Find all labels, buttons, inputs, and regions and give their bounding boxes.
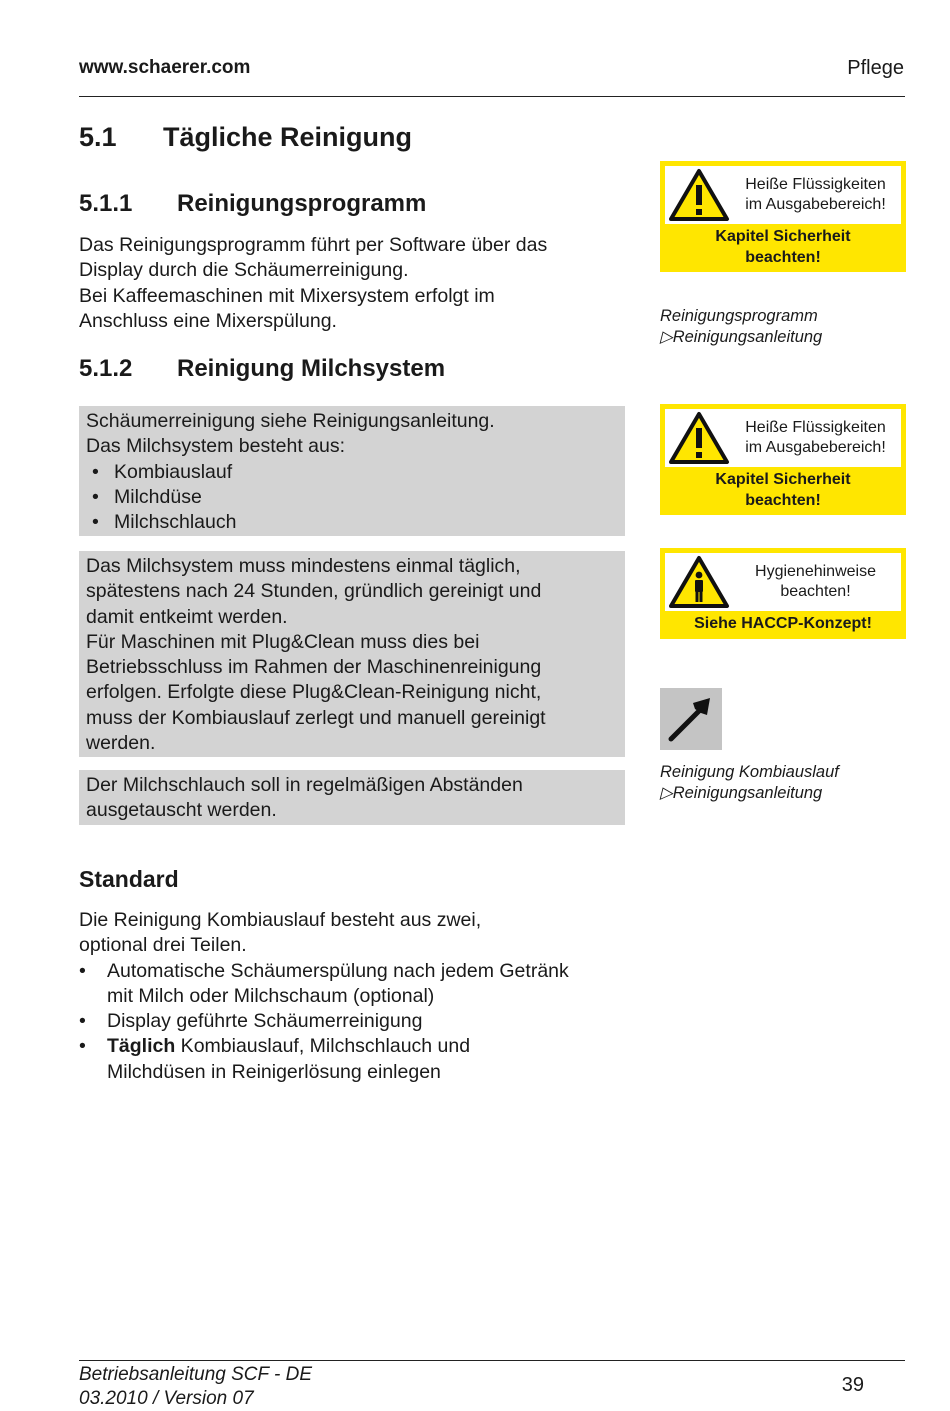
warning-message-line: im Ausgabebereich! [745,196,886,213]
list-item: • Milchschlauch [86,510,625,535]
warning-footer [665,611,901,635]
heading-5-1-1 [79,190,426,218]
heading-5-1-2 [79,355,445,383]
text-line: Die Reinigung Kombiauslauf besteht aus zwei, [79,909,482,931]
list-item: • Milchdüse [86,485,625,510]
warning-message-line: Heiße Flüssigkeiten [745,175,886,193]
warning-message-line: Hygienehinweise [755,562,876,580]
list-item [79,959,569,1010]
text-line [107,1034,569,1059]
note-line: Reinigung Kombiauslauf [660,763,839,781]
text-line: Display durch die Schäumerreinigung. [79,259,409,282]
arrow-icon: ▷ [660,784,673,802]
footer-document-info [79,1363,312,1411]
arrow-icon: ▷ [660,328,673,346]
warning-footer-line: Kapitel Sicherheit [715,228,851,245]
warning-footer-line: beachten! [745,491,821,509]
text-line: werden. [86,732,156,755]
exclamation-warning-icon [668,411,730,465]
text-line: spätestens nach 24 Stunden, gründlich gereinigt und [86,580,542,603]
text-line: Das Milchsystem muss mindestens einmal täglich, [86,555,521,577]
footer-line: 03.2010 / Version 07 [79,1388,254,1409]
warning-footer-line: Kapitel Sicherheit [715,471,851,488]
warning-message [730,418,901,459]
heading-title: Reinigung Milchsystem [177,355,446,382]
bold-term: Täglich [107,1035,176,1058]
info-box-milchsystem [79,406,625,536]
text-line: Das Milchsystem besteht aus: [86,435,346,458]
heading-title: Reinigungsprogramm [177,190,427,217]
text-line: Das Reinigungsprogramm führt per Software über das [79,234,548,256]
warning-footer [665,467,901,511]
heading-5-1 [79,122,412,153]
warning-footer-line: Siehe HACCP-Konzept! [694,615,872,632]
hammer-tool-icon [660,688,722,750]
text-line: muss der Kombiauslauf zerlegt und manuell gereinigt [86,706,546,729]
text-line: • Automatische Schäumerspülung nach jedem Getränk [107,959,569,982]
warning-message-area [665,409,901,467]
warning-message-line: Heiße Flüssigkeiten [745,418,886,436]
footer-divider [79,1360,905,1361]
info-box-milchschlauch [79,770,625,825]
note-link-text: Reinigungsanleitung [672,328,823,346]
warning-message-line: im Ausgabebereich! [745,439,886,456]
list-item [79,1034,569,1085]
note-line [660,783,839,804]
text-line: mit Milch oder Milchschaum (optional) [107,984,435,1007]
warning-box-hot-liquid-2 [660,404,906,515]
text-line: • Display geführte Schäumerreinigung [107,1010,423,1033]
heading-number: 5.1.1 [79,190,133,217]
heading-number: 5.1 [79,122,117,152]
header-divider [79,96,905,97]
list-item [79,1009,569,1034]
note-line: Reinigungsprogramm [660,307,818,325]
warning-message-line: beachten! [780,583,851,600]
person-warning-icon [668,555,730,609]
warning-box-hygiene [660,548,906,639]
text-line: damit entkeimt werden. [86,605,288,628]
footer-line: Betriebsanleitung SCF - DE [79,1364,313,1385]
text-line: Betriebsschluss im Rahmen der Maschinenreinigung [86,656,542,679]
exclamation-warning-icon [668,168,730,222]
note-line [660,327,822,348]
heading-number: 5.1.2 [79,355,133,382]
warning-footer-line: beachten! [745,248,821,266]
warning-message [730,175,901,216]
text-line: optional drei Teilen. [79,934,247,957]
text-line: Der Milchschlauch soll in regelmäßigen Abständen [86,774,523,796]
header-website: www.schaerer.com [79,57,251,78]
heading-standard: Standard [79,866,179,892]
page-number: 39 [841,1374,864,1396]
hammer-icon [660,688,722,750]
warning-message-area [665,553,901,611]
text-fragment: Kombiauslauf, Milchschlauch und [175,1035,471,1058]
cross-reference-reinigungsprogramm [660,306,822,348]
text-line: erfolgen. Erfolgte diese Plug&Clean-Reinigung nicht, [86,681,542,704]
warning-box-hot-liquid [660,161,906,272]
paragraph-reinigungsprogramm [79,233,547,334]
warning-message [730,562,901,603]
text-line: Anschluss eine Mixerspülung. [79,309,337,332]
paragraph-standard [79,908,569,1085]
list-item: • Kombiauslauf [86,460,625,485]
info-box-cleaning-rule [79,551,625,757]
header-section: Pflege [847,57,904,79]
text-line: Schäumerreinigung siehe Reinigungsanleitung. [86,410,495,432]
cross-reference-kombiauslauf [660,762,839,804]
heading-title: Tägliche Reinigung [163,122,413,152]
text-line: Für Maschinen mit Plug&Clean muss dies bei [86,630,480,653]
note-link-text: Reinigungsanleitung [672,784,823,802]
warning-message-area [665,166,901,224]
warning-footer [665,224,901,268]
text-line: ausgetauscht werden. [86,799,277,822]
text-line: Milchdüsen in Reinigerlösung einlegen [107,1060,441,1083]
text-line: Bei Kaffeemaschinen mit Mixersystem erfolgt im [79,284,495,307]
